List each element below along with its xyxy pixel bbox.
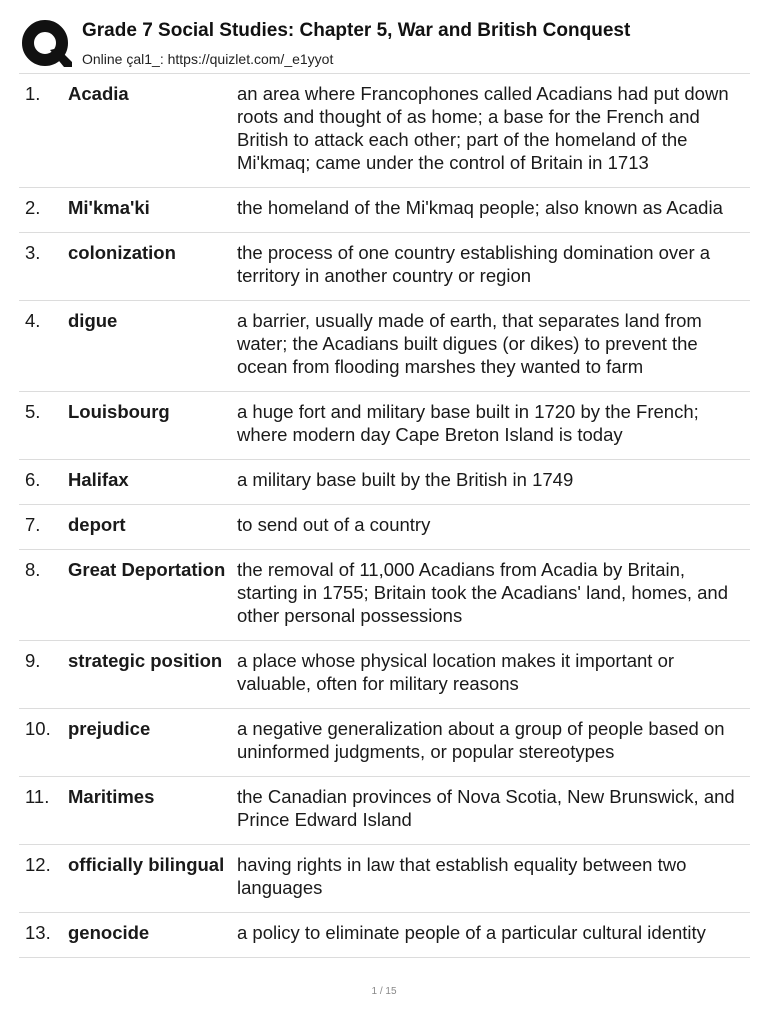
quizlet-logo-icon xyxy=(20,18,72,70)
flashcard-row xyxy=(19,777,750,845)
card-term: deport xyxy=(68,514,126,535)
card-definition: the process of one country establishing domination over a territory in another country or region xyxy=(237,242,711,286)
card-definition: a place whose physical location makes it important or valuable, often for military reasons xyxy=(237,650,675,694)
card-number: 5. xyxy=(25,401,41,422)
card-term: Louisbourg xyxy=(68,401,170,422)
flashcard-row xyxy=(19,845,750,913)
card-term: Great Deportation xyxy=(68,559,226,580)
flashcard-row xyxy=(19,460,750,505)
card-term: officially bilingual xyxy=(68,854,225,875)
card-term: Acadia xyxy=(68,83,129,104)
flashcard-row xyxy=(19,188,750,233)
card-number: 7. xyxy=(25,514,41,535)
flashcard-row xyxy=(19,233,750,301)
flashcard-row xyxy=(19,709,750,777)
card-term: Maritimes xyxy=(68,786,155,807)
card-term: Halifax xyxy=(68,469,129,490)
card-number: 6. xyxy=(25,469,41,490)
flashcard-row xyxy=(19,913,750,958)
flashcard-row xyxy=(19,550,750,641)
card-definition: a huge fort and military base built in 1720 by the French; where modern day Cape Breton Island is today xyxy=(237,401,699,445)
card-definition: a military base built by the British in 1749 xyxy=(237,469,574,490)
page-number: 1 / 15 xyxy=(371,986,397,997)
card-definition: a barrier, usually made of earth, that separates land from water; the Acadians built digues (or dikes) to prevent the ocean from flooding marshes they wanted to farm xyxy=(237,310,702,377)
card-number: 1. xyxy=(25,83,41,104)
card-number: 10. xyxy=(25,718,51,739)
document-header xyxy=(20,18,760,70)
flashcard-row xyxy=(19,74,750,188)
card-number: 13. xyxy=(25,922,51,943)
card-term: strategic position xyxy=(68,650,223,671)
card-number: 2. xyxy=(25,197,41,218)
card-number: 12. xyxy=(25,854,51,875)
page-subtitle: Online çal1_: https://quizlet.com/_e1yyot xyxy=(82,51,334,67)
card-number: 11. xyxy=(25,786,50,807)
flashcard-row xyxy=(19,505,750,550)
card-number: 8. xyxy=(25,559,41,580)
card-definition: the homeland of the Mi'kmaq people; also known as Acadia xyxy=(237,197,723,218)
flashcard-row xyxy=(19,641,750,709)
card-definition: a negative generalization about a group of people based on uninformed judgments, or popular stereotypes xyxy=(237,718,725,762)
card-term: digue xyxy=(68,310,118,331)
card-definition: having rights in law that establish equality between two languages xyxy=(237,854,687,898)
flashcard-row xyxy=(19,392,750,460)
card-number: 3. xyxy=(25,242,41,263)
card-definition: the Canadian provinces of Nova Scotia, New Brunswick, and Prince Edward Island xyxy=(237,786,735,830)
card-definition: the removal of 11,000 Acadians from Acadia by Britain, starting in 1755; Britain took the Acadians' land, homes, and other personal possessions xyxy=(237,559,729,626)
card-number: 9. xyxy=(25,650,41,671)
card-definition: a policy to eliminate people of a particular cultural identity xyxy=(237,922,706,943)
card-number: 4. xyxy=(25,310,41,331)
flashcard-list xyxy=(19,73,750,958)
page-title: Grade 7 Social Studies: Chapter 5, War and British Conquest xyxy=(82,20,631,41)
card-term: colonization xyxy=(68,242,176,263)
flashcard-row xyxy=(19,301,750,392)
card-definition: to send out of a country xyxy=(237,514,431,535)
card-definition: an area where Francophones called Acadians had put down roots and thought of as home; a base for the French and British to attack each other; part of the homeland of the Mi'kmaq; came under the control of Britain in 1713 xyxy=(237,83,729,173)
card-term: prejudice xyxy=(68,718,151,739)
card-term: Mi'kma'ki xyxy=(68,197,150,218)
card-term: genocide xyxy=(68,922,150,943)
